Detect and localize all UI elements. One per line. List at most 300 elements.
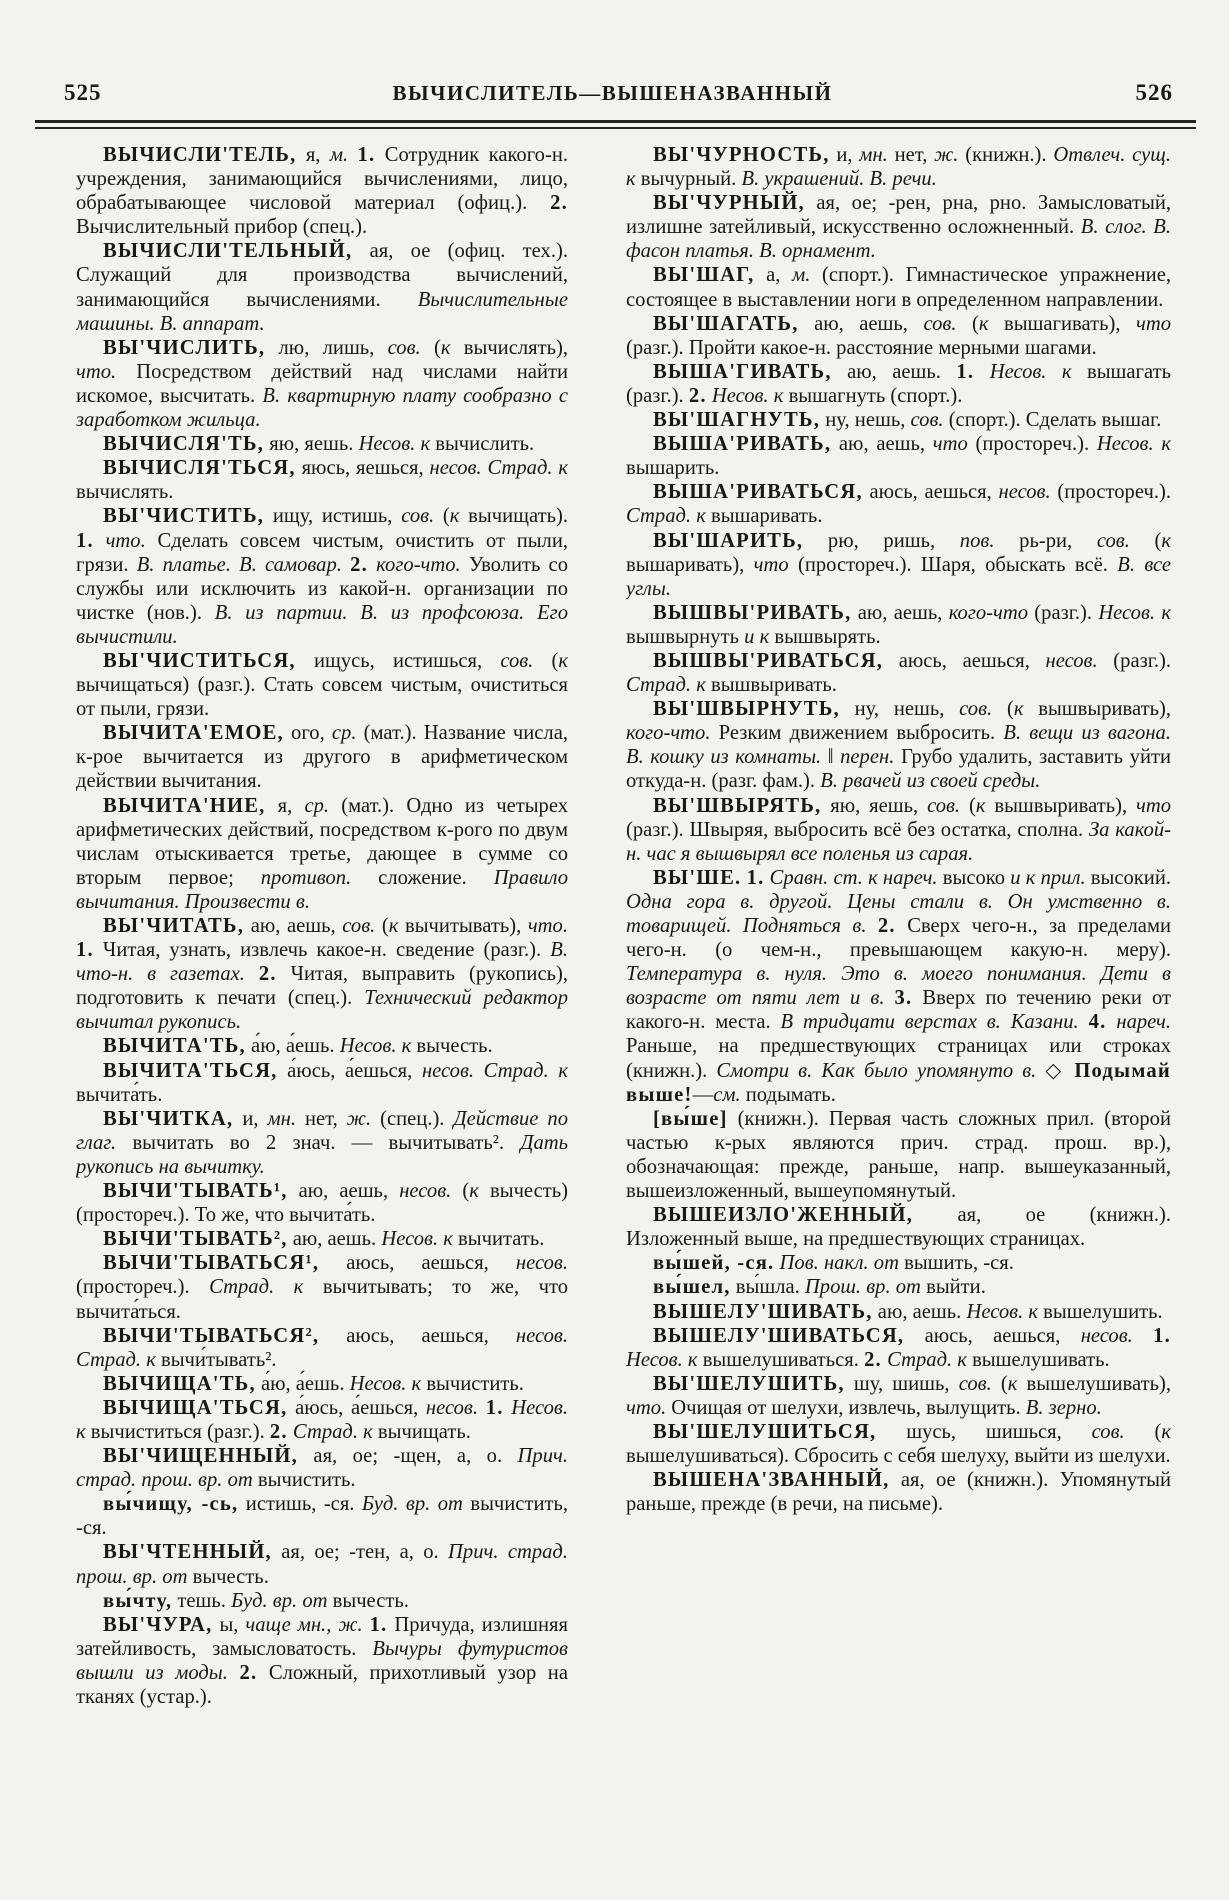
entry-text-segment: (простореч.).: [967, 433, 1097, 456]
entry-text-segment: и,: [233, 1107, 268, 1130]
entry-text-segment: Уволить со службы или исключить из какой-н. организации по чистке (нов.).: [76, 553, 568, 624]
entry-text-segment: ВЫ'ЧИТКА,: [103, 1107, 234, 1130]
dictionary-entry: [76, 794, 568, 914]
entry-text-segment: 1.: [76, 529, 94, 552]
entry-text-segment: вышагивать),: [1004, 312, 1136, 335]
entry-text-segment: к: [1013, 698, 1039, 721]
entry-text-segment: вышарить.: [626, 457, 720, 480]
entry-text-segment: ВЫ'ШАРИТЬ,: [653, 529, 804, 552]
entry-text-segment: ВЫЧИСЛИ'ТЕЛЬНЫЙ,: [103, 240, 353, 263]
entry-text-segment: ВЫШЕЛУ'ШИВАТЬ,: [653, 1300, 873, 1323]
entry-text-segment: [363, 1614, 370, 1636]
entry-text-segment: вычищаться) (разг.). Стать совсем чистым, очиститься от пыли, грязи.: [76, 674, 568, 721]
dictionary-entry: [626, 480, 1171, 528]
entry-text-segment: (книжн.).: [958, 144, 1054, 166]
entry-text-segment: (: [956, 312, 979, 335]
entry-text-segment: ср.: [331, 722, 357, 745]
entry-text-segment: кого-что: [948, 601, 1029, 624]
dictionary-entry: [626, 601, 1171, 649]
entry-text-segment: [342, 554, 350, 576]
entry-text-segment: [1133, 1325, 1153, 1347]
entry-text-segment: Очищая от шелухи, извлечь, вылущить.: [666, 1396, 1026, 1419]
dictionary-entry: [626, 360, 1171, 408]
entry-text-segment: В. из партии. В. из профсоюза. Его вычистили.: [76, 601, 568, 648]
dictionary-entry: [76, 721, 568, 793]
entry-text-segment: 1.: [369, 1613, 388, 1636]
entry-text-segment: аюсь, аешься,: [319, 1324, 516, 1347]
entry-text-segment: вы́шей, -ся.: [653, 1252, 775, 1275]
entry-text-segment: аю, аешь.: [831, 360, 957, 383]
dictionary-entry: [76, 649, 568, 721]
entry-text-segment: За какой-н. час я вышвырял все поленья из сарая.: [626, 818, 1171, 865]
entry-text-segment: (: [1124, 1420, 1162, 1443]
entry-text-segment: Страд. к: [209, 1276, 323, 1299]
entry-text-segment: ВЫШВЫ'РИВАТЬСЯ,: [653, 649, 884, 672]
entry-text-segment: к: [978, 312, 1004, 335]
entry-text-segment: Вверх по течению реки от какого-н. места.: [626, 987, 1171, 1034]
entry-text-segment: сов.: [401, 505, 435, 528]
dictionary-entry: [626, 1324, 1171, 1372]
entry-text-segment: [1106, 1011, 1116, 1033]
entry-text-segment: Подымай выше!: [626, 1059, 1171, 1106]
entry-text-segment: несов.: [399, 1180, 452, 1203]
entry-text-segment: сов.: [1096, 529, 1130, 552]
entry-text-segment: вы́шел,: [653, 1276, 731, 1299]
entry-text-segment: (простореч.).: [1050, 481, 1171, 504]
entry-text-segment: пов.: [959, 529, 995, 552]
entry-text-segment: ВЫЧИТА'ТЬСЯ,: [103, 1059, 278, 1082]
entry-text-segment: Сравн. ст. к нареч.: [769, 866, 938, 889]
entry-text-segment: 3.: [894, 987, 913, 1010]
entry-text-segment: ВЫЧИ'ТЫВАТЬ¹,: [103, 1180, 288, 1203]
dictionary-entry: [76, 1251, 568, 1323]
entry-text-segment: вы́чищу, -сь,: [103, 1493, 239, 1516]
entry-text-segment: вычиститься (разг.).: [90, 1420, 270, 1443]
entry-text-segment: (: [960, 794, 976, 817]
entry-text-segment: ж.: [934, 144, 959, 166]
entry-text-segment: а́юсь, а́ешься,: [277, 1059, 422, 1082]
entry-text-segment: Несов. к: [626, 1348, 703, 1371]
entry-text-segment: (: [434, 505, 450, 528]
entry-text-segment: несов. Страд. к: [421, 1059, 568, 1082]
entry-text-segment: вышелушить.: [1043, 1300, 1163, 1323]
entry-text-segment: (мат.). Название числа, к-рое вычитается из другого в арифметическом действии вычитания.: [76, 722, 568, 793]
entry-text-segment: 2.: [877, 915, 896, 937]
entry-text-segment: [478, 1397, 486, 1419]
entry-text-segment: ВЫЧИСЛИ'ТЕЛЬ,: [103, 144, 297, 166]
entry-text-segment: что.: [527, 915, 568, 937]
entry-text-segment: ВЫ'ШЕЛУШИТЬ,: [653, 1372, 845, 1395]
entry-text-segment: ВЫЧИ'ТЫВАТЬСЯ²,: [103, 1324, 320, 1347]
entry-text-segment: Технический редактор вычитал рукопись.: [76, 987, 568, 1034]
entry-text-segment: мн.: [267, 1107, 297, 1130]
entry-text-segment: Прич. страд. прош. вр. от: [76, 1541, 568, 1588]
entry-text-segment: сов.: [500, 649, 534, 672]
entry-text-segment: что: [1136, 312, 1171, 335]
entry-text-segment: ВЫ'ШВЫРНУТЬ,: [653, 698, 840, 721]
entry-text-segment: [94, 530, 106, 552]
entry-text-segment: 4.: [1088, 1011, 1107, 1034]
entry-text-segment: аюсь, аешься,: [883, 649, 1046, 672]
entry-text-segment: [867, 915, 878, 937]
entry-text-segment: а́ю, а́ешь.: [255, 1372, 350, 1395]
entry-text-segment: ВЫ'ЧИСТИТЬ,: [103, 505, 265, 528]
entry-text-segment: ВЫЧИСЛЯ'ТЬСЯ,: [103, 457, 296, 480]
entry-text-segment: сов.: [958, 1372, 992, 1395]
entry-text-segment: ая, ое (книжн.). Упомянутый раньше, прежде (в речи, на письме).: [626, 1469, 1171, 1516]
entry-text-segment: Отвлеч. сущ. к: [626, 144, 1171, 191]
entry-text-segment: вышаривать),: [626, 553, 754, 576]
dictionary-entry: [626, 1275, 1171, 1299]
entry-text-segment: 2.: [550, 192, 568, 215]
entry-text-segment: вышвыривать.: [711, 674, 837, 697]
page-number-left: 525: [64, 80, 102, 105]
entry-text-segment: Вычислительный прибор (спец.).: [76, 216, 368, 239]
dictionary-entry: [76, 914, 568, 1034]
dictionary-entry: [626, 866, 1171, 1107]
entry-text-segment: Страд. к: [887, 1348, 973, 1371]
entry-text-segment: яюсь, яешься,: [295, 457, 430, 480]
entry-text-segment: (разг.). Швыряя, выбросить всё без остатка, сполна.: [626, 818, 1089, 841]
entry-text-segment: противоп.: [260, 866, 352, 889]
entry-text-segment: высокий.: [1085, 866, 1171, 889]
entry-text-segment: ВЫ'ЧУРНОСТЬ,: [653, 144, 830, 166]
entry-text-segment: рь-ри,: [994, 529, 1097, 552]
running-head: ВЫЧИСЛИТЕЛЬ—ВЫШЕНАЗВАННЫЙ: [392, 81, 833, 105]
entry-text-segment: аю, аешь.: [872, 1300, 967, 1323]
dictionary-entry: [626, 794, 1171, 866]
entry-text-segment: 2.: [688, 384, 707, 407]
entry-text-segment: Несов. к: [381, 1228, 459, 1251]
entry-text-segment: ая, ое (офиц. тех.). Служащий для производства вычислений, занимающийся вычислениями.: [76, 240, 568, 311]
dictionary-entry: [626, 143, 1171, 191]
entry-text-segment: несов.: [515, 1252, 568, 1275]
dictionary-entry: [626, 1300, 1171, 1324]
entry-text-segment: Несов. к: [711, 384, 789, 407]
entry-text-segment: шусь, шишься,: [876, 1420, 1092, 1443]
entry-text-segment: вышелушиваться). Сбросить с себя шелуху, выйти из шелухи.: [626, 1445, 1171, 1468]
entry-text-segment: м.: [792, 264, 811, 287]
entry-text-segment: к: [449, 505, 469, 528]
entry-text-segment: Сложный, прихотливый узор на тканях (устар.).: [76, 1661, 568, 1708]
entry-text-segment: В. украшений. В. речи.: [741, 168, 937, 191]
entry-text-segment: Вычуры футуристов вышли из моды.: [76, 1637, 568, 1684]
entry-text-segment: [368, 554, 376, 576]
dictionary-entry: [626, 1107, 1171, 1203]
entry-text-segment: Температура в. нуля. Это в. моего понимания. Дети в возрасте от пяти лет и в.: [626, 963, 1171, 1010]
entry-text-segment: ВЫ'ШАГАТЬ,: [653, 312, 799, 335]
entry-text-segment: ищу, истишь,: [264, 505, 402, 528]
entry-text-segment: вычурный.: [640, 168, 742, 191]
entry-text-segment: ВЫШЕИЗЛО'ЖЕННЫЙ,: [653, 1204, 914, 1227]
entry-text-segment: (: [451, 1180, 470, 1203]
entry-text-segment: Посредством действий над числами найти искомое, высчитать.: [76, 360, 568, 407]
entry-text-segment: (спорт.). Сделать вышаг.: [943, 409, 1162, 432]
entry-text-segment: см.: [713, 1083, 741, 1106]
entry-text-segment: Несов. к: [966, 1300, 1044, 1323]
entry-text-segment: ВЫ'ЧУРНЫЙ,: [653, 192, 805, 215]
entry-text-segment: [884, 987, 894, 1009]
entry-text-segment: 1.: [357, 144, 376, 166]
entry-text-segment: несов.: [998, 481, 1051, 504]
dictionary-entry: [76, 504, 568, 649]
dictionary-entry: [76, 1107, 568, 1179]
entry-text-segment: аюсь, аешься,: [862, 481, 999, 504]
entry-text-segment: и,: [829, 144, 860, 166]
entry-text-segment: ВЫША'ГИВАТЬ,: [653, 360, 832, 383]
entry-text-segment: вычесть.: [416, 1035, 493, 1058]
entry-text-segment: В тридцати верстах в. Казани.: [780, 1011, 1079, 1034]
entry-text-segment: 1.: [956, 360, 975, 383]
entry-text-segment: ВЫ'ЧУРА,: [103, 1613, 213, 1636]
entry-text-segment: —: [692, 1083, 714, 1106]
entry-text-segment: (разг.).: [1028, 601, 1099, 624]
entry-text-segment: Читая, выправить (рукопись), подготовить к печати (спец.).: [76, 963, 568, 1010]
dictionary-entry: [626, 1251, 1171, 1275]
dictionary-entry: [626, 191, 1171, 263]
left-column: [76, 143, 568, 1880]
entry-text-segment: вычитывать),: [405, 915, 528, 937]
entry-text-segment: ы,: [212, 1613, 246, 1636]
entry-text-segment: В. платье. В. самовар.: [136, 553, 342, 576]
entry-text-segment: Несов. к: [339, 1035, 417, 1058]
entry-text-segment: ВЫЧИЩА'ТЬ,: [103, 1372, 256, 1395]
entry-text-segment: к: [975, 794, 995, 817]
entry-text-segment: ну, нешь,: [839, 698, 960, 721]
entry-text-segment: 1.: [1153, 1324, 1171, 1347]
entry-text-segment: и к прил.: [1010, 866, 1086, 889]
dictionary-entry: [626, 1468, 1171, 1516]
entry-text-segment: ВЫЧИТА'НИЕ,: [103, 794, 266, 817]
entry-text-segment: а́юсь, а́ешься,: [287, 1396, 426, 1419]
entry-text-segment: ВЫЧИТА'ЕМОЕ,: [103, 722, 284, 745]
entry-text-segment: Одна гора в. другой. Цены стали в. Он умственно в. товарищей. Подняться в.: [626, 890, 1171, 937]
entry-text-segment: (разг.). Пройти какое-н. расстояние мерными шагами.: [626, 336, 1097, 359]
entry-text-segment: вычистить.: [426, 1372, 524, 1395]
entry-text-segment: ВЫ'ШЕЛУШИТЬСЯ,: [653, 1420, 877, 1443]
dictionary-entry: [76, 1396, 568, 1444]
entry-text-segment: сложение.: [351, 866, 494, 889]
entry-text-segment: Раньше, на предшествующих страницах или строках (книжн.).: [626, 1035, 1171, 1082]
entry-text-segment: В. что-н. в газетах.: [76, 939, 568, 986]
entry-text-segment: 2.: [350, 553, 368, 576]
entry-text-segment: ВЫ'ЧИСТИТЬСЯ,: [103, 649, 296, 672]
entry-text-segment: сов.: [959, 698, 993, 721]
entry-text-segment: сов.: [927, 794, 961, 817]
text-columns: [76, 143, 1171, 1880]
entry-text-segment: Дать рукопись на вычитку.: [76, 1131, 568, 1178]
entry-text-segment: к: [440, 336, 464, 359]
entry-text-segment: ого,: [283, 722, 332, 745]
entry-text-segment: аю, аешь,: [831, 433, 933, 456]
entry-text-segment: ВЫШВЫ'РИВАТЬ,: [653, 601, 852, 624]
dictionary-entry: [76, 1059, 568, 1107]
entry-text-segment: к: [1161, 1420, 1171, 1443]
entry-text-segment: вышвырять.: [774, 625, 881, 648]
entry-text-segment: Вычислительные машины. В. аппарат.: [76, 288, 568, 335]
entry-text-segment: В. все углы.: [626, 553, 1171, 600]
entry-text-segment: шу, шишь,: [844, 1372, 959, 1395]
entry-text-segment: несов.: [1045, 649, 1098, 672]
entry-text-segment: аю, аешь,: [287, 1180, 400, 1203]
entry-text-segment: что.: [76, 360, 117, 383]
entry-text-segment: ВЫ'ЧТЕННЫЙ,: [103, 1541, 272, 1564]
dictionary-entry: [76, 1034, 568, 1058]
entry-text-segment: Несов. к: [76, 1396, 568, 1443]
entry-text-segment: ая, ое; -щен, а, о.: [298, 1445, 518, 1468]
entry-text-segment: ВЫ'ЧИТАТЬ,: [103, 915, 245, 937]
entry-text-segment: мн.: [859, 144, 888, 166]
entry-text-segment: Грубо удалить, заставить уйти откуда-н. (разг. фам.).: [626, 746, 1171, 793]
entry-text-segment: я,: [265, 794, 305, 817]
dictionary-entry: [76, 1372, 568, 1396]
entry-text-segment: вышелушивать),: [1026, 1372, 1171, 1395]
dictionary-entry: [76, 432, 568, 456]
entry-text-segment: вычесть.: [192, 1565, 269, 1588]
entry-text-segment: [вы́ше]: [653, 1107, 728, 1130]
entry-text-segment: а,: [754, 264, 793, 287]
entry-text-segment: вышелушивать.: [972, 1348, 1110, 1371]
entry-text-segment: ая, ое (книжн.). Изложенный выше, на предшествующих страницах.: [626, 1204, 1171, 1251]
page-number-right: 526: [1135, 80, 1173, 105]
entry-text-segment: аюсь, аешься,: [904, 1324, 1081, 1347]
entry-text-segment: а́ю, а́ешь.: [245, 1035, 340, 1058]
entry-text-segment: нет,: [296, 1107, 347, 1130]
entry-text-segment: несов.: [1080, 1324, 1133, 1347]
entry-text-segment: м.: [329, 144, 349, 166]
entry-text-segment: сов.: [923, 312, 957, 335]
dictionary-entry: [626, 1372, 1171, 1420]
entry-text-segment: тешь.: [172, 1589, 232, 1612]
entry-text-segment: лю, лишь,: [265, 336, 388, 359]
entry-text-segment: (: [992, 698, 1014, 721]
dictionary-entry: [626, 1420, 1171, 1468]
entry-text-segment: ВЫЧИ'ТЫВАТЬСЯ¹,: [103, 1252, 320, 1275]
entry-text-segment: Правило вычитания. Произвести в.: [76, 866, 568, 913]
entry-text-segment: вы́шла.: [730, 1276, 805, 1299]
entry-text-segment: Прош. вр. от: [804, 1276, 927, 1299]
entry-text-segment: кого-что.: [376, 553, 461, 576]
entry-text-segment: ВЫША'РИВАТЬ,: [653, 433, 832, 456]
entry-text-segment: Причуда, излишняя затейливость, замысловатость.: [76, 1613, 568, 1660]
entry-text-segment: Несов. к: [1096, 433, 1171, 456]
dictionary-entry: [76, 1324, 568, 1372]
entry-text-segment: Сверх чего-н., за пределами чего-н. (о чем-н., превышающем какую-н. меру).: [626, 915, 1171, 962]
entry-text-segment: что: [932, 433, 968, 456]
entry-text-segment: ж.: [346, 1107, 372, 1130]
entry-text-segment: вышагать (разг.).: [626, 360, 1171, 407]
entry-text-segment: Пов. накл. от: [779, 1252, 905, 1275]
entry-text-segment: нет,: [887, 144, 935, 166]
entry-text-segment: сов.: [342, 915, 376, 937]
entry-text-segment: 1.: [76, 939, 94, 962]
entry-text-segment: Буд. вр. от: [231, 1589, 333, 1612]
entry-text-segment: вычи́тывать².: [161, 1348, 277, 1371]
entry-text-segment: ◇: [1036, 1059, 1075, 1082]
entry-text-segment: ищусь, истишься,: [295, 649, 501, 672]
entry-text-segment: Смотри в. Как было упомянуто в.: [716, 1059, 1037, 1082]
entry-text-segment: ВЫ'ШАГ,: [653, 264, 755, 287]
dictionary-entry: [626, 697, 1171, 793]
entry-text-segment: вышвыривать),: [1038, 698, 1171, 721]
entry-text-segment: аю, аешь.: [287, 1228, 382, 1251]
entry-text-segment: нареч.: [1116, 1011, 1171, 1034]
dictionary-entry: [76, 336, 568, 432]
right-column: [626, 143, 1171, 1880]
entry-text-segment: вычита́ть.: [76, 1083, 163, 1106]
dictionary-entry: [626, 1203, 1171, 1251]
entry-text-segment: аю, аешь,: [244, 915, 343, 937]
entry-text-segment: вычислять),: [463, 336, 568, 359]
entry-text-segment: Прич. страд. прош. вр. от: [76, 1445, 568, 1492]
entry-text-segment: к: [558, 649, 568, 672]
entry-text-segment: (: [1129, 529, 1162, 552]
entry-text-segment: к: [1161, 529, 1171, 552]
entry-text-segment: сов.: [1091, 1420, 1125, 1443]
dictionary-entry: [626, 432, 1171, 480]
entry-text-segment: 2.: [864, 1348, 882, 1371]
entry-text-segment: В. зерно.: [1025, 1396, 1102, 1419]
entry-text-segment: вычесть) (простореч.). То же, что вычита́ть.: [76, 1180, 568, 1227]
entry-text-segment: (: [533, 649, 559, 672]
entry-text-segment: (спорт.). Гимнастическое упражнение, состоящее в выставлении ноги в определенном направлении.: [626, 264, 1171, 311]
entry-text-segment: что: [753, 553, 789, 576]
entry-text-segment: сов.: [387, 336, 421, 359]
entry-text-segment: к: [1007, 1372, 1027, 1395]
entry-text-segment: вычистить, -ся.: [76, 1493, 568, 1540]
dictionary-entry: [76, 1492, 568, 1540]
entry-text-segment: ая, ое; -тен, а, о.: [271, 1541, 449, 1564]
entry-text-segment: Резким движением выбросить.: [710, 722, 1004, 745]
entry-text-segment: ВЫ'ЧИСЛИТЬ,: [103, 336, 266, 359]
entry-text-segment: (разг.).: [1097, 649, 1171, 672]
entry-text-segment: ВЫЧИСЛЯ'ТЬ,: [103, 433, 265, 456]
entry-text-segment: (спец.).: [371, 1107, 454, 1130]
entry-text-segment: вычислить.: [435, 433, 535, 456]
entry-text-segment: Страд. к: [626, 505, 711, 528]
entry-text-segment: Читая, узнать, извлечь какое-н. сведение (разг.).: [93, 939, 551, 962]
entry-text-segment: подымать.: [740, 1083, 836, 1106]
entry-text-segment: ср.: [304, 794, 330, 817]
entry-text-segment: ВЫЧИ'ТЫВАТЬ²,: [103, 1228, 288, 1251]
entry-text-segment: Буд. вр. от: [361, 1493, 471, 1516]
entry-text-segment: ВЫ'ШВЫРЯТЬ,: [653, 794, 822, 817]
entry-text-segment: несов. Страд. к: [76, 1324, 568, 1371]
dictionary-entry: [626, 649, 1171, 697]
entry-text-segment: Несов. к: [358, 433, 436, 456]
entry-text-segment: В. рвачей из своей среды.: [820, 770, 1041, 793]
entry-text-segment: 2.: [269, 1420, 288, 1443]
entry-text-segment: (простореч.).: [76, 1276, 210, 1299]
entry-text-segment: [974, 361, 989, 383]
entry-text-segment: В. вещи из вагона. В. кошку из комнаты.: [626, 722, 1171, 769]
dictionary-entry: [626, 312, 1171, 360]
entry-text-segment: ВЫШЕЛУ'ШИВАТЬСЯ,: [653, 1324, 905, 1347]
dictionary-entry: [76, 1444, 568, 1492]
dictionary-entry: [76, 143, 568, 239]
entry-text-segment: рю, ришь,: [803, 529, 960, 552]
entry-text-segment: (книжн.). Первая часть сложных прил. (второй частью к-рых являются прич. страд. прош. вр.), обозначающая: прежде, раньше, напр. вышеуказанный, вышеизложенный, вышеупомянутый.: [626, 1107, 1171, 1203]
entry-text-segment: ВЫЧИТА'ТЬ,: [103, 1035, 246, 1058]
entry-text-segment: вышвырнуть: [626, 625, 745, 648]
dictionary-entry: [626, 408, 1171, 432]
dictionary-entry: [76, 1613, 568, 1709]
entry-text-segment: 2.: [239, 1661, 258, 1684]
entry-text-segment: вычистить.: [257, 1469, 356, 1492]
entry-text-segment: вычитывать; то же, что вычита́ться.: [76, 1276, 568, 1323]
entry-text-segment: (простореч.). Шаря, обыскать всё.: [788, 553, 1118, 576]
entry-text-segment: Сотрудник какого-н. учреждения, занимающийся вычислениями, лицо, обрабатывающее числовой материал (офиц.).: [76, 144, 568, 215]
